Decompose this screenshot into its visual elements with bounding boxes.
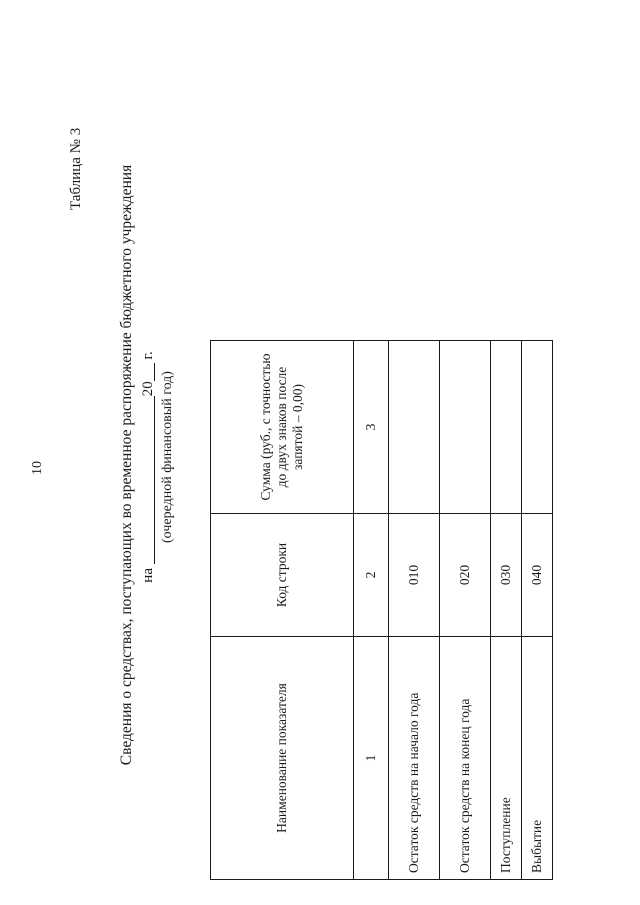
indicator-table [210, 340, 553, 880]
period-blank [139, 396, 155, 564]
index-cell-2: 2 [354, 514, 389, 637]
row-amount [522, 341, 553, 514]
period-line [138, 117, 158, 817]
document-title: Сведения о средствах, поступающих во временное распоряжение бюджетного учреждения [118, 164, 135, 766]
table-index-row [354, 341, 389, 880]
table-row [389, 341, 440, 880]
index-cell-3: 3 [354, 341, 389, 514]
header-indicator-name: Наименование показателя [211, 637, 354, 880]
row-code: 030 [491, 514, 522, 637]
row-code: 020 [440, 514, 491, 637]
table-label: Таблица № 3 [68, 127, 84, 210]
row-name: Поступление [491, 637, 522, 880]
row-name: Выбытие [522, 637, 553, 880]
rotated-content [20, 25, 620, 905]
table-row [440, 341, 491, 880]
period-caption-text: (очередной финансовый год) [160, 371, 175, 543]
period-year-blank [139, 363, 155, 381]
document-sheet [20, 25, 620, 905]
period-century: 20 [140, 381, 156, 397]
table-row [522, 341, 553, 880]
page-number: 10 [30, 461, 45, 475]
row-amount [440, 341, 491, 514]
row-name: Остаток средств на начало года [389, 637, 440, 880]
period-suffix: г. [140, 351, 156, 360]
period-caption [160, 117, 176, 817]
header-line-code: Код строки [211, 514, 354, 637]
period-prefix: на [140, 568, 156, 583]
row-code: 010 [389, 514, 440, 637]
row-name: Остаток средств на конец года [440, 637, 491, 880]
row-amount [491, 341, 522, 514]
header-amount: Сумма (руб., с точностью до двух знаков после запятой – 0,00) [211, 341, 354, 514]
row-amount [389, 341, 440, 514]
row-code: 040 [522, 514, 553, 637]
table-row [491, 341, 522, 880]
index-cell-1: 1 [354, 637, 389, 880]
table-header-row [211, 341, 354, 880]
